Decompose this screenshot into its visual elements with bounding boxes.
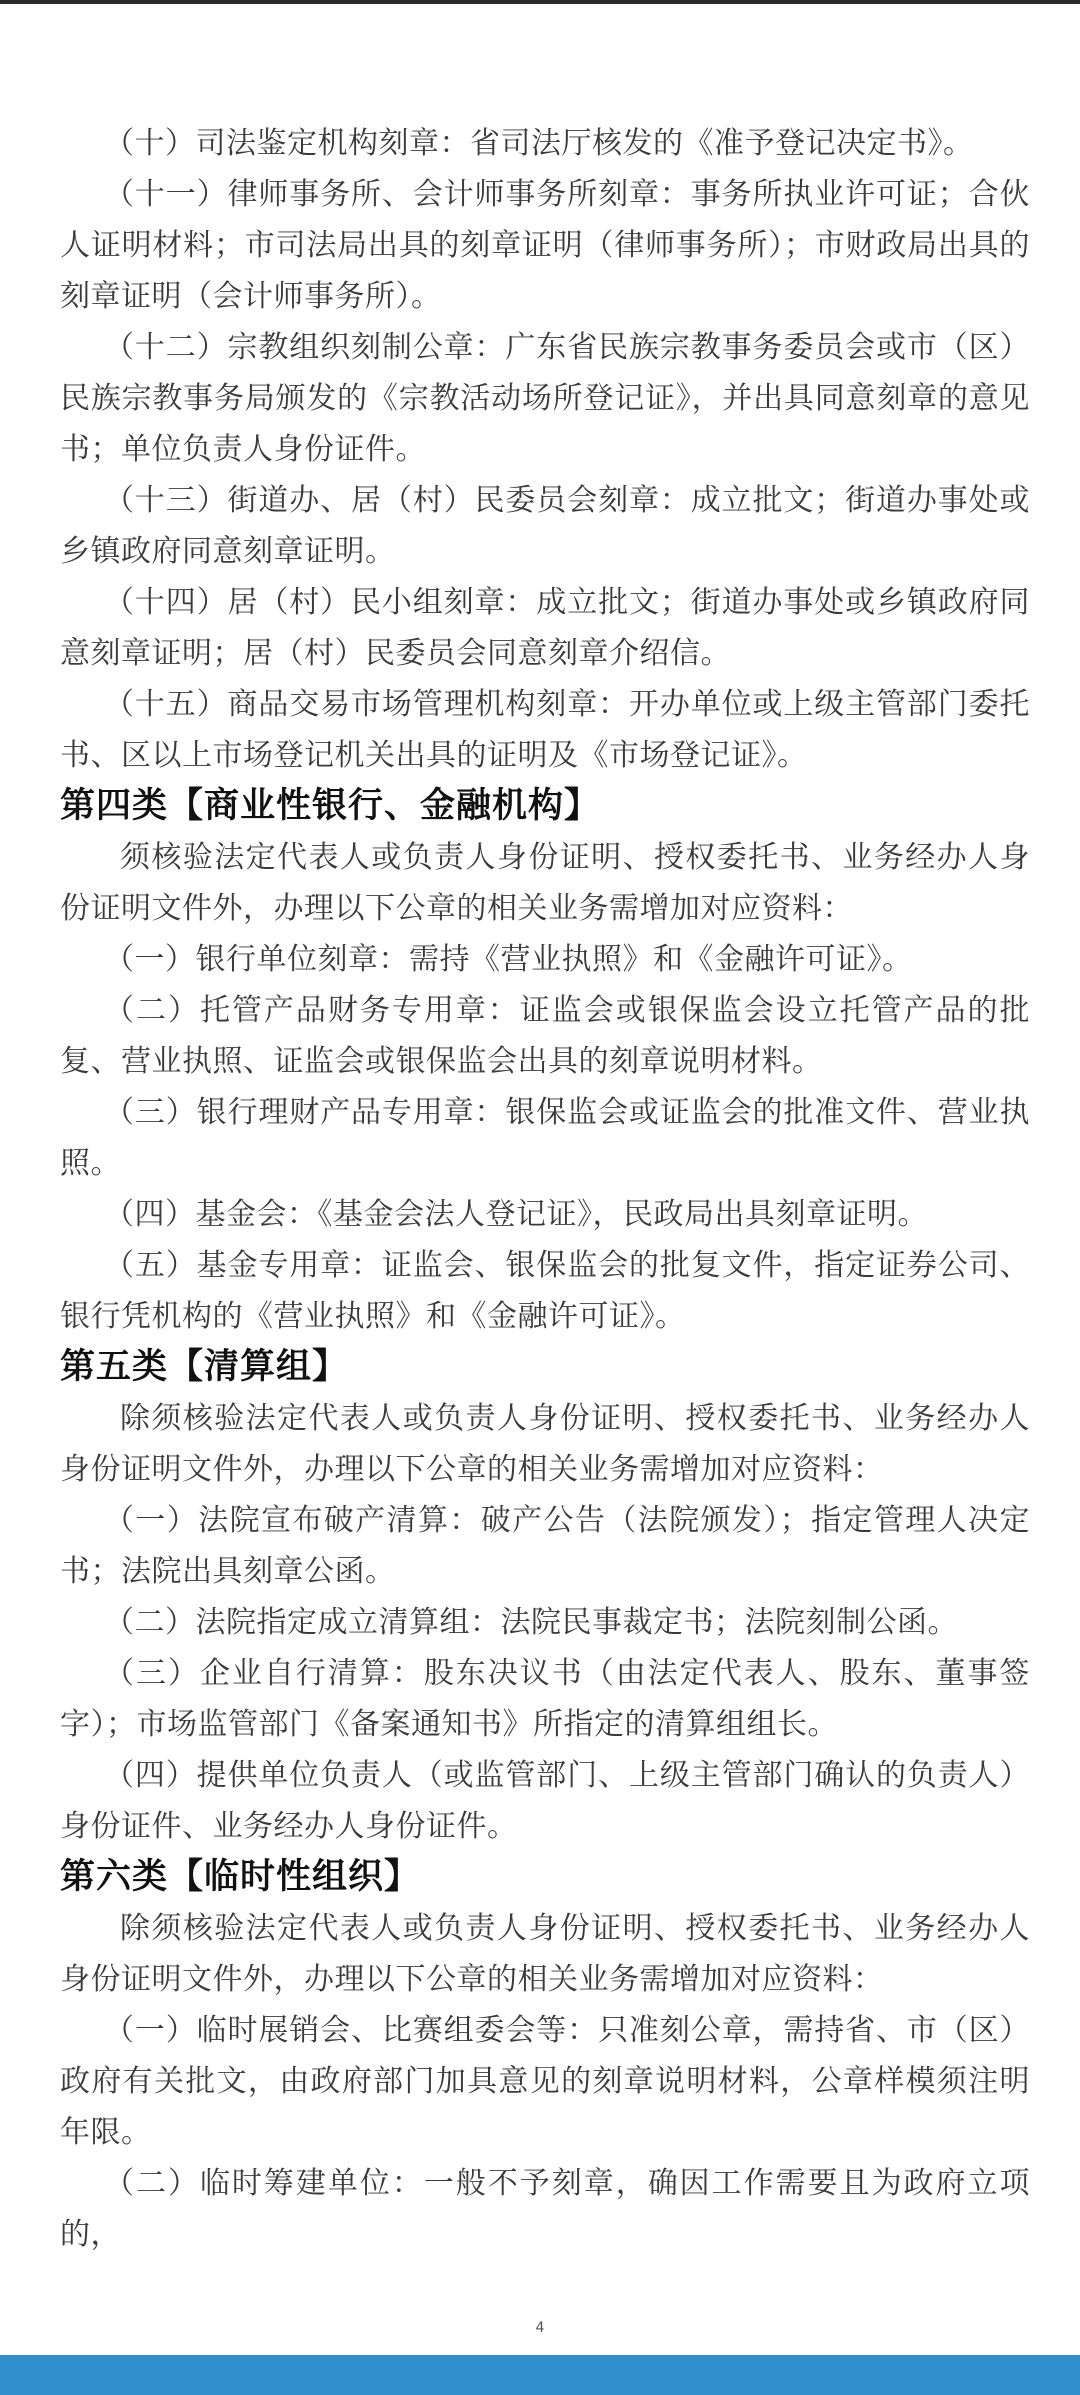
paragraph: （二）托管产品财务专用章：证监会或银保监会设立托管产品的批复、营业执照、证监会或银保监会出具的刻章说明材料。 [60, 993, 1030, 1079]
paragraph: （十四）居（村）民小组刻章：成立批文；街道办事处或乡镇政府同意刻章证明；居（村）民委员会同意刻章介绍信。 [60, 585, 1030, 671]
paragraph: （四）基金会：《基金会法人登记证》，民政局出具刻章证明。 [104, 1197, 928, 1232]
paragraph: （十三）街道办、居（村）民委员会刻章：成立批文；街道办事处或乡镇政府同意刻章证明。 [60, 483, 1030, 569]
paragraph: 须核验法定代表人或负责人身份证明、授权委托书、业务经办人身份证明文件外，办理以下公章的相关业务需增加对应资料： [60, 840, 1030, 926]
paragraph: （十五）商品交易市场管理机构刻章：开办单位或上级主管部门委托书、区以上市场登记机关出具的证明及《市场登记证》。 [60, 687, 1030, 773]
paragraph: （二）法院指定成立清算组：法院民事裁定书；法院刻制公函。 [104, 1605, 958, 1640]
page-number: 4 [535, 2320, 545, 2336]
paragraph: （十二）宗教组织刻制公章：广东省民族宗教事务委员会或市（区）民族宗教事务局颁发的《宗教活动场所登记证》，并出具同意刻章的意见书；单位负责人身份证件。 [60, 330, 1030, 467]
paragraph: 除须核验法定代表人或负责人身份证明、授权委托书、业务经办人身份证明文件外，办理以下公章的相关业务需增加对应资料： [60, 1911, 1030, 1997]
top-rule [0, 0, 1080, 4]
bottom-bar [0, 2355, 1080, 2395]
document-body [60, 118, 1030, 2260]
paragraph: （十一）律师事务所、会计师事务所刻章：事务所执业许可证；合伙人证明材料；市司法局出具的刻章证明（律师事务所）；市财政局出具的刻章证明（会计师事务所）。 [60, 177, 1030, 314]
section-heading-category-5: 第五类【清算组】 [60, 1347, 349, 1387]
paragraph: （二）临时筹建单位：一般不予刻章，确因工作需要且为政府立项的， [60, 2166, 1030, 2252]
paragraph: （三）企业自行清算：股东决议书（由法定代表人、股东、董事签字）；市场监管部门《备案通知书》所指定的清算组组长。 [60, 1656, 1030, 1742]
section-heading-category-4: 第四类【商业性银行、金融机构】 [60, 786, 601, 826]
paragraph: （五）基金专用章：证监会、银保监会的批复文件，指定证券公司、银行凭机构的《营业执照》和《金融许可证》。 [60, 1248, 1030, 1334]
paragraph: 除须核验法定代表人或负责人身份证明、授权委托书、业务经办人身份证明文件外，办理以下公章的相关业务需增加对应资料： [60, 1401, 1030, 1487]
paragraph: （三）银行理财产品专用章：银保监会或证监会的批准文件、营业执照。 [60, 1095, 1030, 1181]
paragraph: （四）提供单位负责人（或监管部门、上级主管部门确认的负责人）身份证件、业务经办人身份证件。 [60, 1758, 1030, 1844]
paragraph: （一）法院宣布破产清算：破产公告（法院颁发）；指定管理人决定书；法院出具刻章公函。 [60, 1503, 1030, 1589]
paragraph: （十）司法鉴定机构刻章：省司法厅核发的《准予登记决定书》。 [104, 126, 974, 161]
section-heading-category-6: 第六类【临时性组织】 [60, 1857, 421, 1897]
paragraph: （一）银行单位刻章：需持《营业执照》和《金融许可证》。 [104, 942, 913, 977]
paragraph: （一）临时展销会、比赛组委会等：只准刻公章，需持省、市（区）政府有关批文，由政府部门加具意见的刻章说明材料，公章样模须注明年限。 [60, 2013, 1030, 2150]
